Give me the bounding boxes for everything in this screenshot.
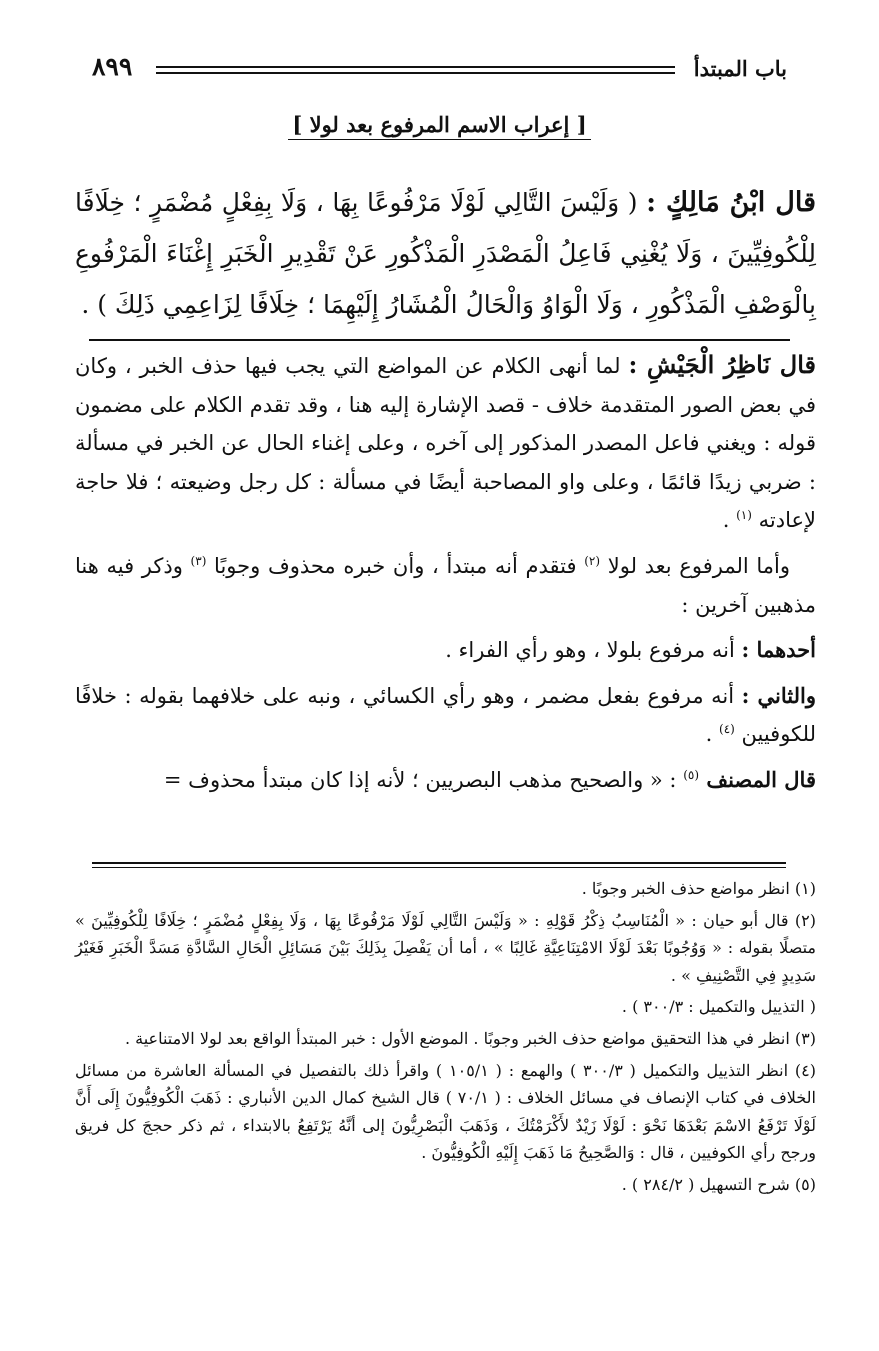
header-double-rule xyxy=(156,66,675,74)
item-label: والثاني : xyxy=(741,682,816,708)
footnote-ref: (١) xyxy=(736,508,752,523)
footnote: (٤) انظر التذييل والتكميل ( ٣٠٠/٣ ) والهمع : ( ١٠٥/١ ) واقرأ ذلك بالتفصيل في المسألة العاشرة من مسائل الخلاف في كتاب الإنصاف في مسائل الخلاف : ( ٧٠/١ ) قال الشيخ كمال الدين الأنباري : ذَهَبَ الْكُوفِيُّونَ إِلَى أَنَّ لَوْلَا تَرْفَعُ الاسْمَ بَعْدَهَا نَحْوَ : لَوْلَا زَيْدٌ لأَكْرَمْتُكَ ، وَذَهَبَ الْبَصْرِيُّونَ إلى أنَّهُ يَرْتَفِعُ بالابتداء ، ثم ذكر حججَ كل فريق ورجح رأي الكوفيين ، قال : وَالصَّحِيحُ مَا ذَهَبَ إِلَيْهِ الْكُوفِيُّونَ . xyxy=(75,1060,817,1163)
footnotes xyxy=(75,875,816,1203)
paragraph-text: أنه مرفوع بفعل مضمر ، وهو رأي الكسائي ، ونبه على خلافهما بقوله : خلافًا للكوفيين xyxy=(75,683,816,747)
commentary-paragraph xyxy=(75,346,816,540)
section-heading xyxy=(0,112,879,140)
paragraph-text: : « والصحيح مذهب البصريين ؛ لأنه إذا كان مبتدأ محذوف = xyxy=(163,767,684,792)
footnote-separator xyxy=(92,862,786,868)
footnote: ( التذييل والتكميل : ٣٠٠/٣ ) . xyxy=(621,997,816,1017)
footnote-ref: (٤) xyxy=(719,722,735,737)
paragraph-text: أنه مرفوع بلولا ، وهو رأي الفراء . xyxy=(445,638,742,663)
quote-text: ( وَلَيْسَ التَّالِي لَوْلَا مَرْفُوعًا بِهَا ، وَلَا بِفِعْلٍ مُضْمَرٍ ؛ خِلَافًا لِلْكُوفِيِّينَ ، وَلَا يُغْنِي فَاعِلُ الْمَصْدَرِ الْمَذْكُورِ عَنْ تَقْدِيرِ الْخَبَرِ إِغْنَاءَ الْمَرْفُوعِ بِالْوَصْفِ الْمَذْكُورِ ، وَلَا الْوَاوُ وَالْحَالُ الْمُشَارُ إِلَيْهِمَا ؛ خِلَافًا لِزَاعِمِي ذَلِكَ ) . xyxy=(75,188,816,319)
commentary-paragraph xyxy=(75,631,816,670)
commentary-paragraph xyxy=(75,761,816,800)
footnote-ref: (٥) xyxy=(683,767,700,782)
commentary-paragraph xyxy=(75,547,816,624)
chapter-title: باب المبتدأ xyxy=(693,56,787,81)
footnote: (١) انظر مواضع حذف الخبر وجوبًا . xyxy=(581,879,816,898)
commentary xyxy=(75,346,816,807)
paragraph-text: فتقدم أنه مبتدأ ، وأن خبره محذوف وجوبًا xyxy=(206,553,585,578)
commentary-paragraph xyxy=(75,677,816,754)
section-divider xyxy=(89,339,790,341)
item-label: قال المصنف xyxy=(699,766,816,792)
page-number: ٨٩٩ xyxy=(92,52,133,81)
section-heading-text: [ إعراب الاسم المرفوع بعد لولا ] xyxy=(288,112,590,140)
commentary-speaker: قال نَاظِرُ الْجَيْشِ : xyxy=(628,350,816,379)
item-label: أحدهما : xyxy=(741,637,816,663)
paragraph-text: لما أنهى الكلام عن المواضع التي يجب فيها حذف الخبر ، وكان في بعض الصور المتقدمة خلاف - قصد الإشارة إليه هنا ، وقد تقدم الكلام على مضمون قوله : ويغني فاعل المصدر المذكور إلى آخره ، وعلى إغناء الحال عن الخبر في مسألة : ضربي زيدًا قائمًا ، وعلى واو المصاحبة أيضًا في مسألة : كل رجل وضيعته ؛ فلا حاجة لإعادته xyxy=(75,354,816,533)
paragraph-text: وذكر فيه هنا مذهبين آخرين : xyxy=(75,553,816,617)
page-header xyxy=(92,52,787,92)
matn-quote xyxy=(75,177,816,330)
footnote-ref: (٣) xyxy=(190,553,207,568)
punctuation: . xyxy=(705,722,719,747)
footnote: (٥) شرح التسهيل ( ٢٨٤/٢ ) . xyxy=(621,1174,816,1194)
footnote: (٣) انظر في هذا التحقيق مواضع حذف الخبر وجوبًا . الموضع الأول : خبر المبتدأ الواقع بعد لولا الامتناعية . xyxy=(124,1028,816,1048)
footnote-ref: (٢) xyxy=(584,553,601,568)
quote-speaker: قال ابْنُ مَالِكٍ : xyxy=(646,187,816,218)
paragraph-text: وأما المرفوع بعد لولا xyxy=(600,553,790,578)
punctuation: . xyxy=(722,508,737,533)
footnote: (٢) قال أبو حيان : « الْمُنَاسِبُ ذِكْرُ قَوْلِهِ : « وَلَيْسَ التَّالِي لَوْلَا مَرْفُوعًا بِهَا ، وَلَا بِفِعْلٍ مُضْمَرٍ ؛ خِلَافًا لِلْكُوفِيِّينَ » متصلًا بقوله : « وَوُجُوبًا بَعْدَ لَوْلَا الامْتِنَاعِيَّةِ غَالِبًا » ، أما أن يَفْصِلَ بِذَلِكَ بَيْنَ مَسَائِلِ الْحَالِ السَّادَّةِ مَسَدَّ الْخَبَرِ فَغَيْرُ سَدِيدٍ فِي التَّصْنِيفِ » . xyxy=(75,910,816,985)
